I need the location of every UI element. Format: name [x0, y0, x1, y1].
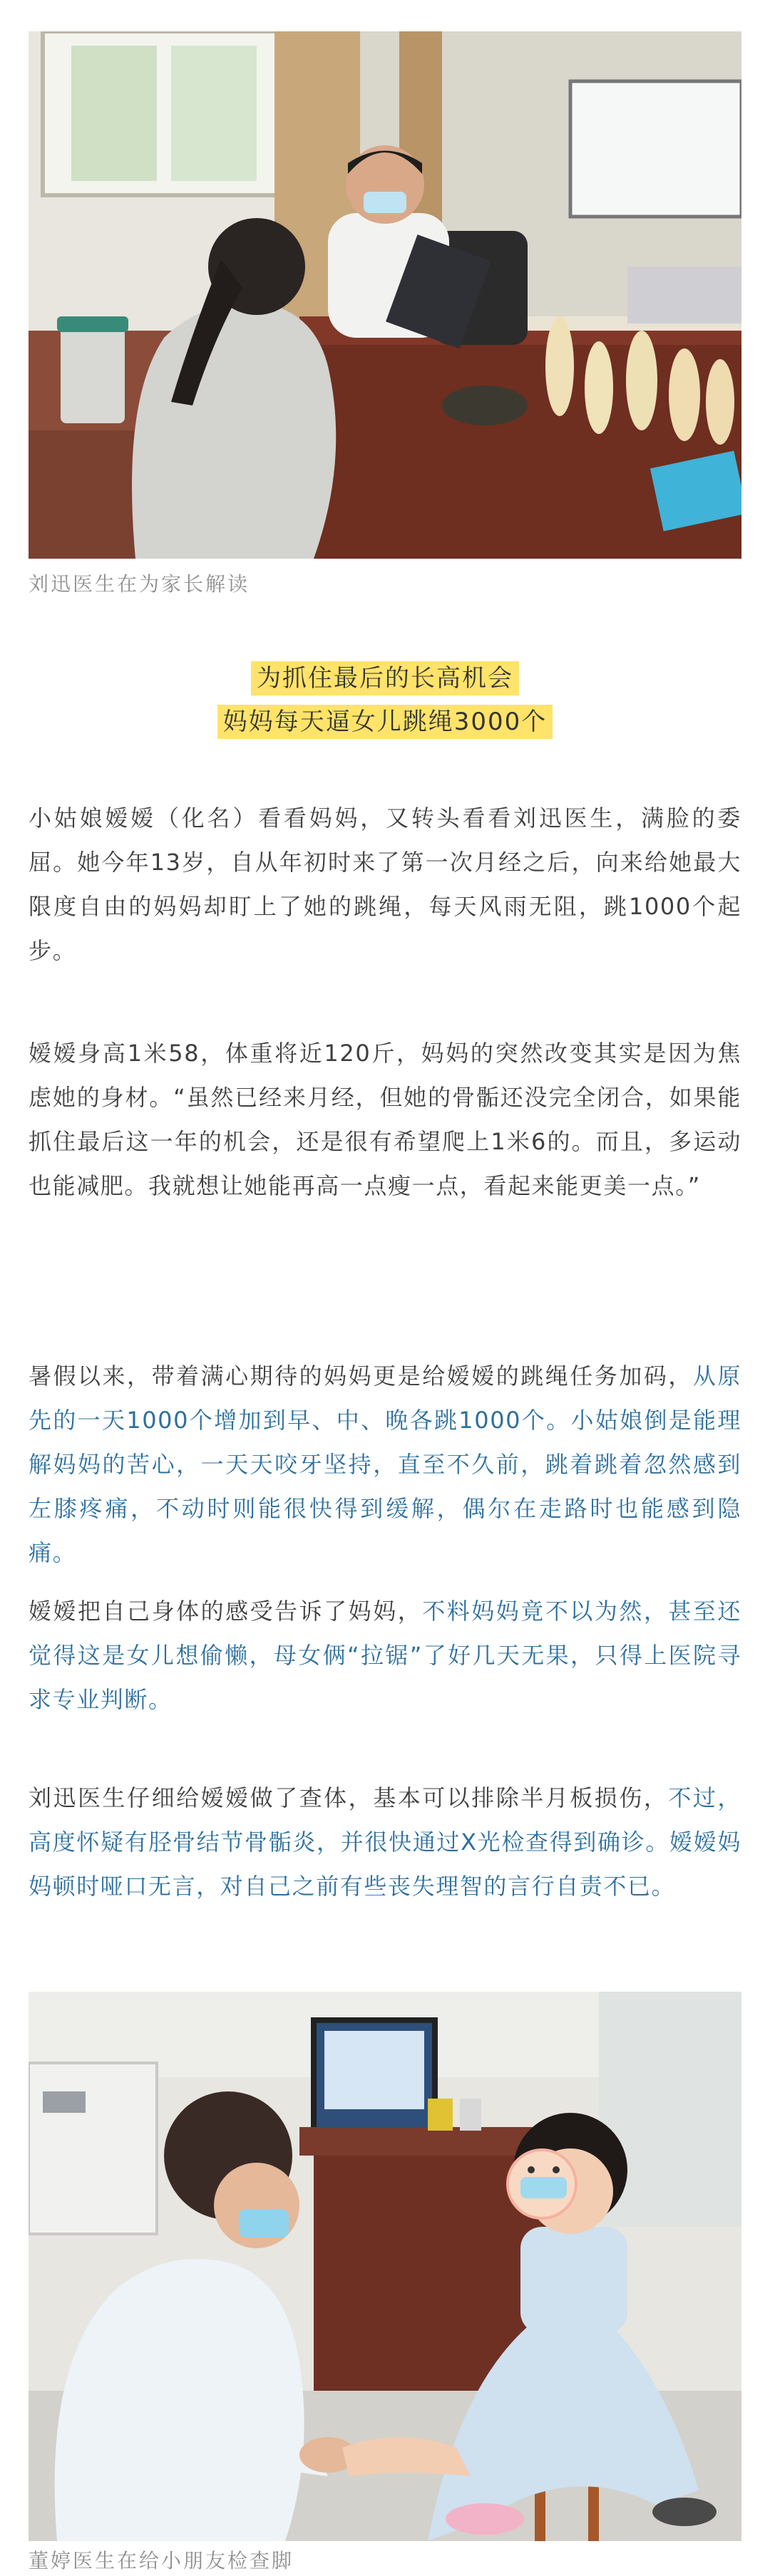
body-paragraph	[29, 1776, 741, 1908]
paragraph-text: 嫒嫒身高1米58，体重将近120斤，妈妈的突然改变其实是因为焦虑她的身材。“虽然已经来月经，但她的骨骺还没完全闭合，如果能抓住最后这一年的机会，还是很有希望爬上1米6的。而且，多运动也能减肥。我就想让她能再高一点瘦一点，看起来能更美一点。”	[29, 1040, 741, 1199]
body-paragraph	[29, 1589, 741, 1722]
paragraph-highlight-text: 从原先的一天1000个增加到早、中、晚各跳1000个。小姑娘倒是能理解妈妈的苦心，一天天咬牙坚持，直至不久前，跳着跳着忽然感到左膝疼痛，不动时则能很快得到缓解，偶尔在走路时也能感到隐痛。	[29, 1362, 742, 1566]
photo-caption: 董婷医生在给小朋友检查脚	[29, 2549, 294, 2572]
consultation-photo-illustration	[29, 31, 741, 559]
section-heading-line-2	[0, 708, 770, 736]
foot-exam-photo	[29, 1992, 741, 2541]
paragraph-highlight-text: 不过，高度怀疑有胫骨结节骨骺炎，并很快通过X光检查得到确诊。嫒嫒妈妈顿时哑口无言，对自己之前有些丧失理智的言行自责不已。	[29, 1784, 741, 1900]
heading-highlight: 妈妈每天逼女儿跳绳3000个	[217, 705, 553, 739]
foot-exam-photo-illustration	[29, 1992, 741, 2541]
paragraph-highlight-text: 不料妈妈竟不以为然，甚至还觉得这是女儿想偷懒，母女俩“拉锯”了好几天无果，只得上医院寻求专业判断。	[29, 1598, 741, 1713]
paragraph-text: 刘迅医生仔细给嫒嫒做了查体，基本可以排除半月板损伤，	[29, 1784, 669, 1811]
section-heading-line-1	[0, 664, 770, 693]
consultation-photo	[29, 31, 741, 559]
photo-caption: 刘迅医生在为家长解读	[29, 572, 250, 596]
body-paragraph	[29, 1031, 741, 1208]
heading-highlight: 为抓住最后的长高机会	[251, 661, 519, 695]
paragraph-text: 暑假以来，带着满心期待的妈妈更是给嫒嫒的跳绳任务加码，	[29, 1362, 693, 1390]
paragraph-text: 嫒嫒把自己身体的感受告诉了妈妈，	[29, 1598, 423, 1625]
body-paragraph	[29, 796, 741, 973]
paragraph-text: 小姑娘嫒嫒（化名）看看妈妈，又转头看看刘迅医生，满脸的委屈。她今年13岁，自从年初时来了第一次月经之后，向来给她最大限度自由的妈妈却盯上了她的跳绳，每天风雨无阻，跳1000个起步。	[29, 805, 741, 964]
body-paragraph	[29, 1354, 741, 1575]
